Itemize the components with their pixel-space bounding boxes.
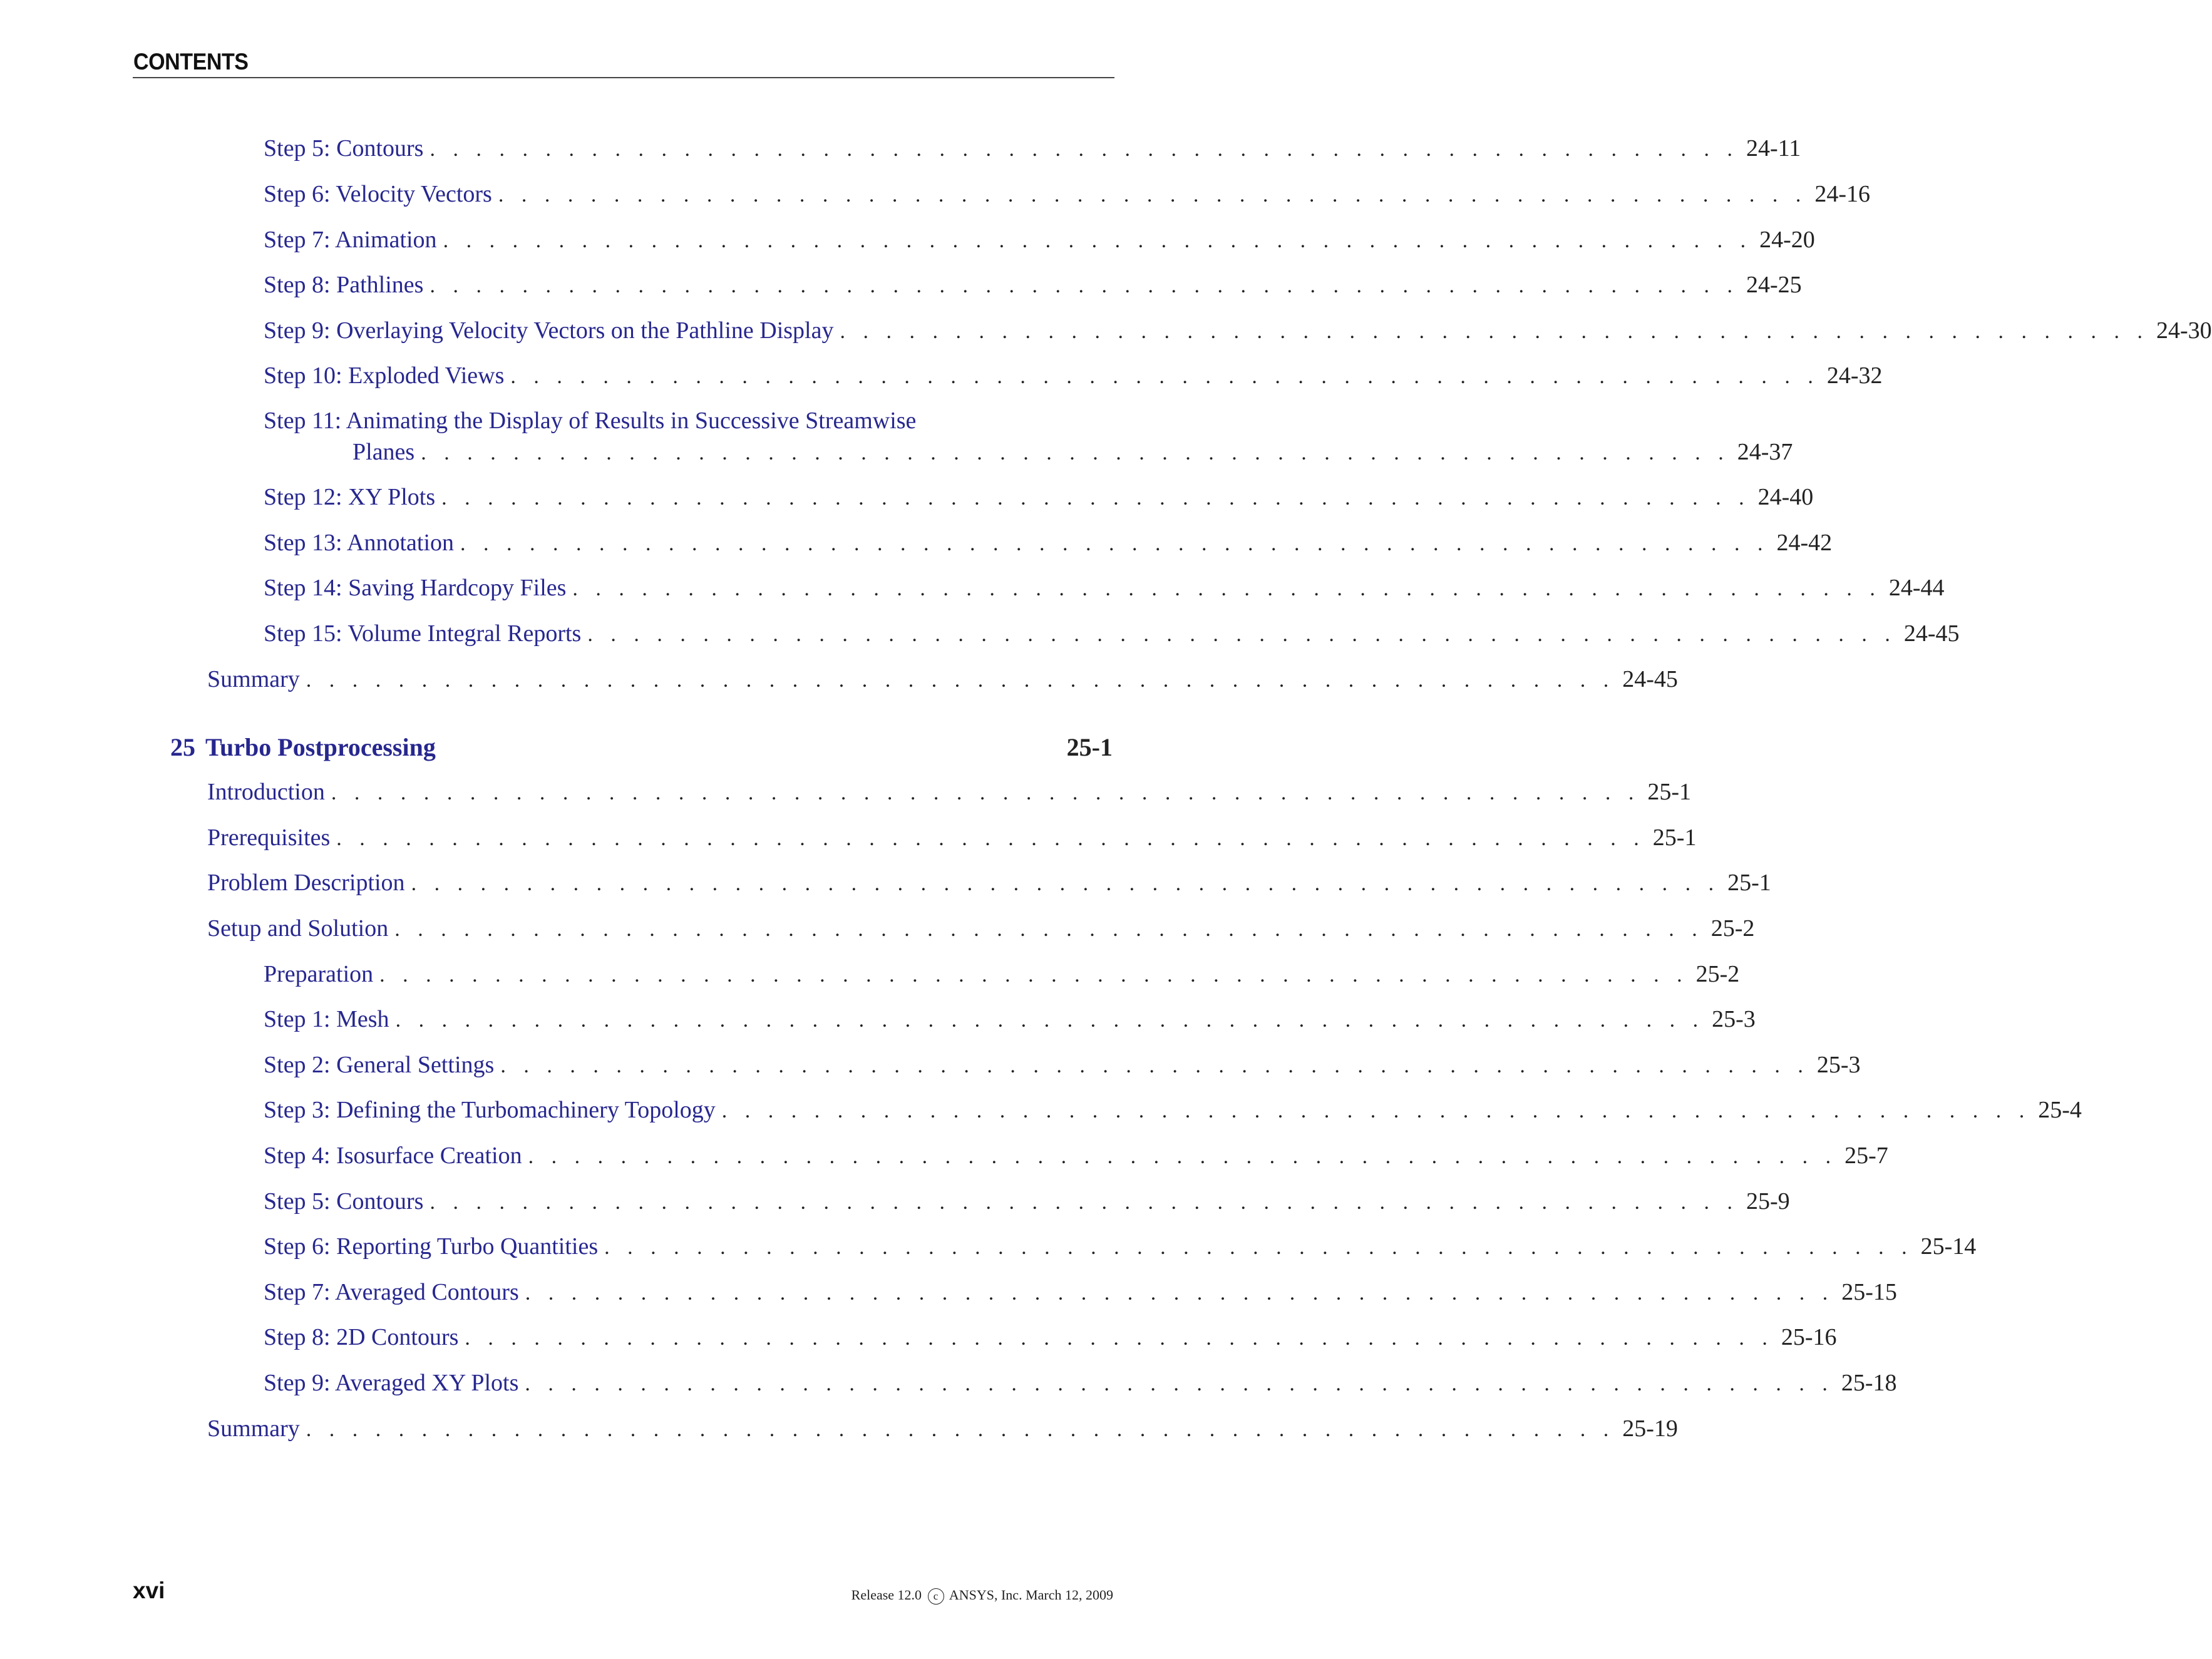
toc-page-number: 25-2 <box>1710 915 1755 942</box>
toc-entry-label: Step 7: Averaged Contours <box>264 1279 519 1305</box>
toc-entry-label: Step 9: Averaged XY Plots <box>264 1370 519 1396</box>
toc-page-number: 24-42 <box>1776 530 1833 556</box>
toc-entry[interactable] <box>0 778 1692 813</box>
toc-entry[interactable] <box>0 135 1801 170</box>
dot-leader: . . . . . . . . . . . . . . . . . . . . . . . . . . . . . . . . . . . . . . . . . . . . . . . . . . . . . . . . . <box>306 1418 1615 1441</box>
toc-entry-label: Step 9: Overlaying Velocity Vectors on the Pathline Display <box>264 317 834 344</box>
toc-entry[interactable] <box>0 1051 1861 1086</box>
toc-page-number: 24-11 <box>1746 135 1801 162</box>
dot-leader: . . . . . . . . . . . . . . . . . . . . . . . . . . . . . . . . . . . . . . . . . . . . . . . . . . . . . . . . . <box>525 1372 1834 1395</box>
running-head: CONTENTS <box>133 49 249 74</box>
toc-page-number: 24-40 <box>1757 484 1814 510</box>
toc-page-number: 25-2 <box>1695 961 1740 987</box>
toc-entry-label: Step 2: General Settings <box>264 1052 495 1078</box>
toc-entry-label: Step 8: Pathlines <box>264 272 424 298</box>
toc-entry-label: Step 3: Defining the Turbomachinery Topology <box>264 1097 716 1123</box>
toc-entry-label: Problem Description <box>207 870 405 896</box>
dot-leader: . . . . . . . . . . . . . . . . . . . . . . . . . . . . . . . . . . . . . . . . . . . . . . . . . . . . . . . . . <box>441 486 1751 510</box>
release-label: Release 12.0 <box>851 1587 922 1603</box>
toc-entry[interactable] <box>0 226 1815 261</box>
chapter-title: Turbo Postprocessing <box>205 733 436 761</box>
footer-release-line <box>851 1587 1113 1605</box>
toc-entry-label: Prerequisites <box>207 824 331 851</box>
dot-leader: . . . . . . . . . . . . . . . . . . . . . . . . . . . . . . . . . . . . . . . . . . . . . . . . . . . . . . . . . <box>500 1054 1809 1077</box>
toc-page-number: 25-14 <box>1920 1233 1977 1260</box>
toc-entry-label: Step 5: Contours <box>264 1188 424 1215</box>
dot-leader: . . . . . . . . . . . . . . . . . . . . . . . . . . . . . . . . . . . . . . . . . . . . . . . . . . . . . . . . . <box>411 872 1721 895</box>
release-date: ANSYS, Inc. March 12, 2009 <box>949 1587 1113 1603</box>
toc-entry-label: Step 1: Mesh <box>264 1006 389 1032</box>
toc-entry[interactable] <box>0 529 1833 564</box>
toc-entry[interactable] <box>0 869 1771 904</box>
toc-entry-label: Step 12: XY Plots <box>264 484 436 510</box>
footer-page-number: xvi <box>133 1578 165 1603</box>
dot-leader: . . . . . . . . . . . . . . . . . . . . . . . . . . . . . . . . . . . . . . . . . . . . . . . . . . . . . . . . . <box>430 138 1739 161</box>
dot-leader: . . . . . . . . . . . . . . . . . . . . . . . . . . . . . . . . . . . . . . . . . . . . . . . . . . . . . . . . . <box>510 365 1819 388</box>
dot-leader: . . . . . . . . . . . . . . . . . . . . . . . . . . . . . . . . . . . . . . . . . . . . . . . . . . . . . . . . . <box>336 827 1645 850</box>
toc-page-number: 24-32 <box>1826 362 1883 389</box>
toc-entry-label: Summary <box>207 666 300 692</box>
toc-page-number: 25-4 <box>2038 1097 2082 1123</box>
toc-entry-label: Planes <box>352 439 415 465</box>
toc-entry[interactable] <box>0 915 1755 950</box>
toc-page-number: 25-1 <box>1652 824 1697 851</box>
toc-page-number: 24-45 <box>1903 620 1960 647</box>
toc-entry[interactable] <box>0 574 1945 609</box>
dot-leader: . . . . . . . . . . . . . . . . . . . . . . . . . . . . . . . . . . . . . . . . . . . . . . . . . . . . . . . . . <box>421 441 1730 465</box>
dot-leader: . . . . . . . . . . . . . . . . . . . . . . . . . . . . . . . . . . . . . . . . . . . . . . . . . . . . . . . . . <box>587 623 1896 646</box>
toc-entry[interactable] <box>0 1188 1790 1223</box>
dot-leader: . . . . . . . . . . . . . . . . . . . . . . . . . . . . . . . . . . . . . . . . . . . . . . . . . . . . . . . . . <box>840 320 2149 343</box>
toc-entry-label: Preparation <box>264 961 374 987</box>
toc-entry-label: Introduction <box>207 779 325 805</box>
toc-entry[interactable] <box>0 271 1802 306</box>
toc-page-number: 25-15 <box>1841 1279 1897 1305</box>
toc-entry[interactable] <box>0 1278 1897 1313</box>
toc-entry[interactable] <box>0 1005 1756 1040</box>
toc-entry[interactable] <box>0 317 2212 352</box>
toc-entry[interactable] <box>0 438 1793 473</box>
toc-page-number: 25-3 <box>1816 1052 1861 1078</box>
toc-entry[interactable] <box>0 960 1740 995</box>
toc-entry[interactable] <box>0 483 1814 518</box>
dot-leader: . . . . . . . . . . . . . . . . . . . . . . . . . . . . . . . . . . . . . . . . . . . . . . . . . . . . . . . . . <box>306 669 1615 692</box>
toc-entry-label: Step 5: Contours <box>264 135 424 162</box>
dot-leader: . . . . . . . . . . . . . . . . . . . . . . . . . . . . . . . . . . . . . . . . . . . . . . . . . . . . . . . . . <box>331 781 1640 804</box>
toc-entry[interactable] <box>0 1142 1888 1177</box>
toc-entry[interactable] <box>0 1096 2082 1131</box>
dot-leader: . . . . . . . . . . . . . . . . . . . . . . . . . . . . . . . . . . . . . . . . . . . . . . . . . . . . . . . . . <box>430 1191 1739 1214</box>
toc-entry-label: Step 15: Volume Integral Reports <box>264 620 582 647</box>
toc-page-number: 25-16 <box>1781 1324 1837 1350</box>
chapter-title-group <box>170 732 436 762</box>
toc-page-number: 24-44 <box>1888 575 1945 601</box>
dot-leader: . . . . . . . . . . . . . . . . . . . . . . . . . . . . . . . . . . . . . . . . . . . . . . . . . . . . . . . . . <box>498 183 1808 207</box>
toc-page-number: 25-1 <box>1647 779 1692 805</box>
dot-leader: . . . . . . . . . . . . . . . . . . . . . . . . . . . . . . . . . . . . . . . . . . . . . . . . . . . . . . . . . <box>460 532 1769 555</box>
toc-entry[interactable] <box>0 1233 1977 1268</box>
toc-entry-label: Step 8: 2D Contours <box>264 1324 459 1350</box>
dot-leader: . . . . . . . . . . . . . . . . . . . . . . . . . . . . . . . . . . . . . . . . . . . . . . . . . . . . . . . . . <box>394 918 1704 941</box>
toc-page-number: 25-7 <box>1844 1143 1888 1169</box>
dot-leader: . . . . . . . . . . . . . . . . . . . . . . . . . . . . . . . . . . . . . . . . . . . . . . . . . . . . . . . . . <box>379 963 1689 987</box>
toc-entry-line1[interactable]: Step 11: Animating the Display of Results in Successive Streamwise <box>264 408 917 434</box>
toc-page-number: 24-30 <box>2156 317 2212 344</box>
toc-entry-label: Step 6: Velocity Vectors <box>264 181 492 207</box>
toc-page-number: 24-37 <box>1737 439 1793 465</box>
toc-entry[interactable] <box>0 1323 1837 1359</box>
toc-page-number: 25-3 <box>1712 1006 1756 1032</box>
chapter-number: 25 <box>170 733 195 761</box>
toc-entry[interactable] <box>0 620 1960 655</box>
toc-page-number: 25-9 <box>1746 1188 1790 1215</box>
toc-entry[interactable] <box>0 824 1697 859</box>
toc-entry[interactable] <box>0 180 1870 215</box>
dot-leader: . . . . . . . . . . . . . . . . . . . . . . . . . . . . . . . . . . . . . . . . . . . . . . . . . . . . . . . . . <box>572 577 1881 600</box>
dot-leader: . . . . . . . . . . . . . . . . . . . . . . . . . . . . . . . . . . . . . . . . . . . . . . . . . . . . . . . . . <box>395 1009 1705 1032</box>
dot-leader: . . . . . . . . . . . . . . . . . . . . . . . . . . . . . . . . . . . . . . . . . . . . . . . . . . . . . . . . . <box>528 1145 1838 1168</box>
toc-entry-label: Summary <box>207 1415 300 1442</box>
toc-entry[interactable] <box>0 665 1678 701</box>
toc-page-number: 24-45 <box>1622 666 1678 692</box>
toc-page-number: 25-1 <box>1727 870 1771 896</box>
toc-entry-label: Step 10: Exploded Views <box>264 362 505 389</box>
dot-leader: . . . . . . . . . . . . . . . . . . . . . . . . . . . . . . . . . . . . . . . . . . . . . . . . . . . . . . . . . <box>721 1099 2031 1122</box>
toc-page-number: 24-16 <box>1814 181 1870 207</box>
toc-entry[interactable] <box>0 1369 1897 1404</box>
dot-leader: . . . . . . . . . . . . . . . . . . . . . . . . . . . . . . . . . . . . . . . . . . . . . . . . . . . . . . . . . <box>443 229 1752 252</box>
chapter-page-number: 25-1 <box>1066 733 1113 761</box>
toc-page-number: 24-20 <box>1759 227 1815 253</box>
toc-page-number: 25-18 <box>1841 1370 1897 1396</box>
toc-entry-label: Step 4: Isosurface Creation <box>264 1143 522 1169</box>
toc-entry[interactable] <box>0 1415 1678 1450</box>
chapter-heading[interactable] <box>170 732 1113 768</box>
toc-page-number: 24-25 <box>1746 272 1802 298</box>
copyright-icon: c <box>928 1588 944 1605</box>
toc-entry-label: Step 14: Saving Hardcopy Files <box>264 575 567 601</box>
toc-page-number: 25-19 <box>1622 1415 1678 1442</box>
dot-leader: . . . . . . . . . . . . . . . . . . . . . . . . . . . . . . . . . . . . . . . . . . . . . . . . . . . . . . . . . <box>430 274 1739 297</box>
toc-entry-label: Step 7: Animation <box>264 227 437 253</box>
dot-leader: . . . . . . . . . . . . . . . . . . . . . . . . . . . . . . . . . . . . . . . . . . . . . . . . . . . . . . . . . <box>604 1236 1913 1259</box>
toc-entry[interactable] <box>0 362 1883 397</box>
toc-entry-label: Step 6: Reporting Turbo Quantities <box>264 1233 599 1260</box>
toc-entry-label: Setup and Solution <box>207 915 389 942</box>
toc-entry-label: Step 13: Annotation <box>264 530 454 556</box>
dot-leader: . . . . . . . . . . . . . . . . . . . . . . . . . . . . . . . . . . . . . . . . . . . . . . . . . . . . . . . . . <box>525 1281 1834 1305</box>
dot-leader: . . . . . . . . . . . . . . . . . . . . . . . . . . . . . . . . . . . . . . . . . . . . . . . . . . . . . . . . . <box>465 1327 1774 1350</box>
